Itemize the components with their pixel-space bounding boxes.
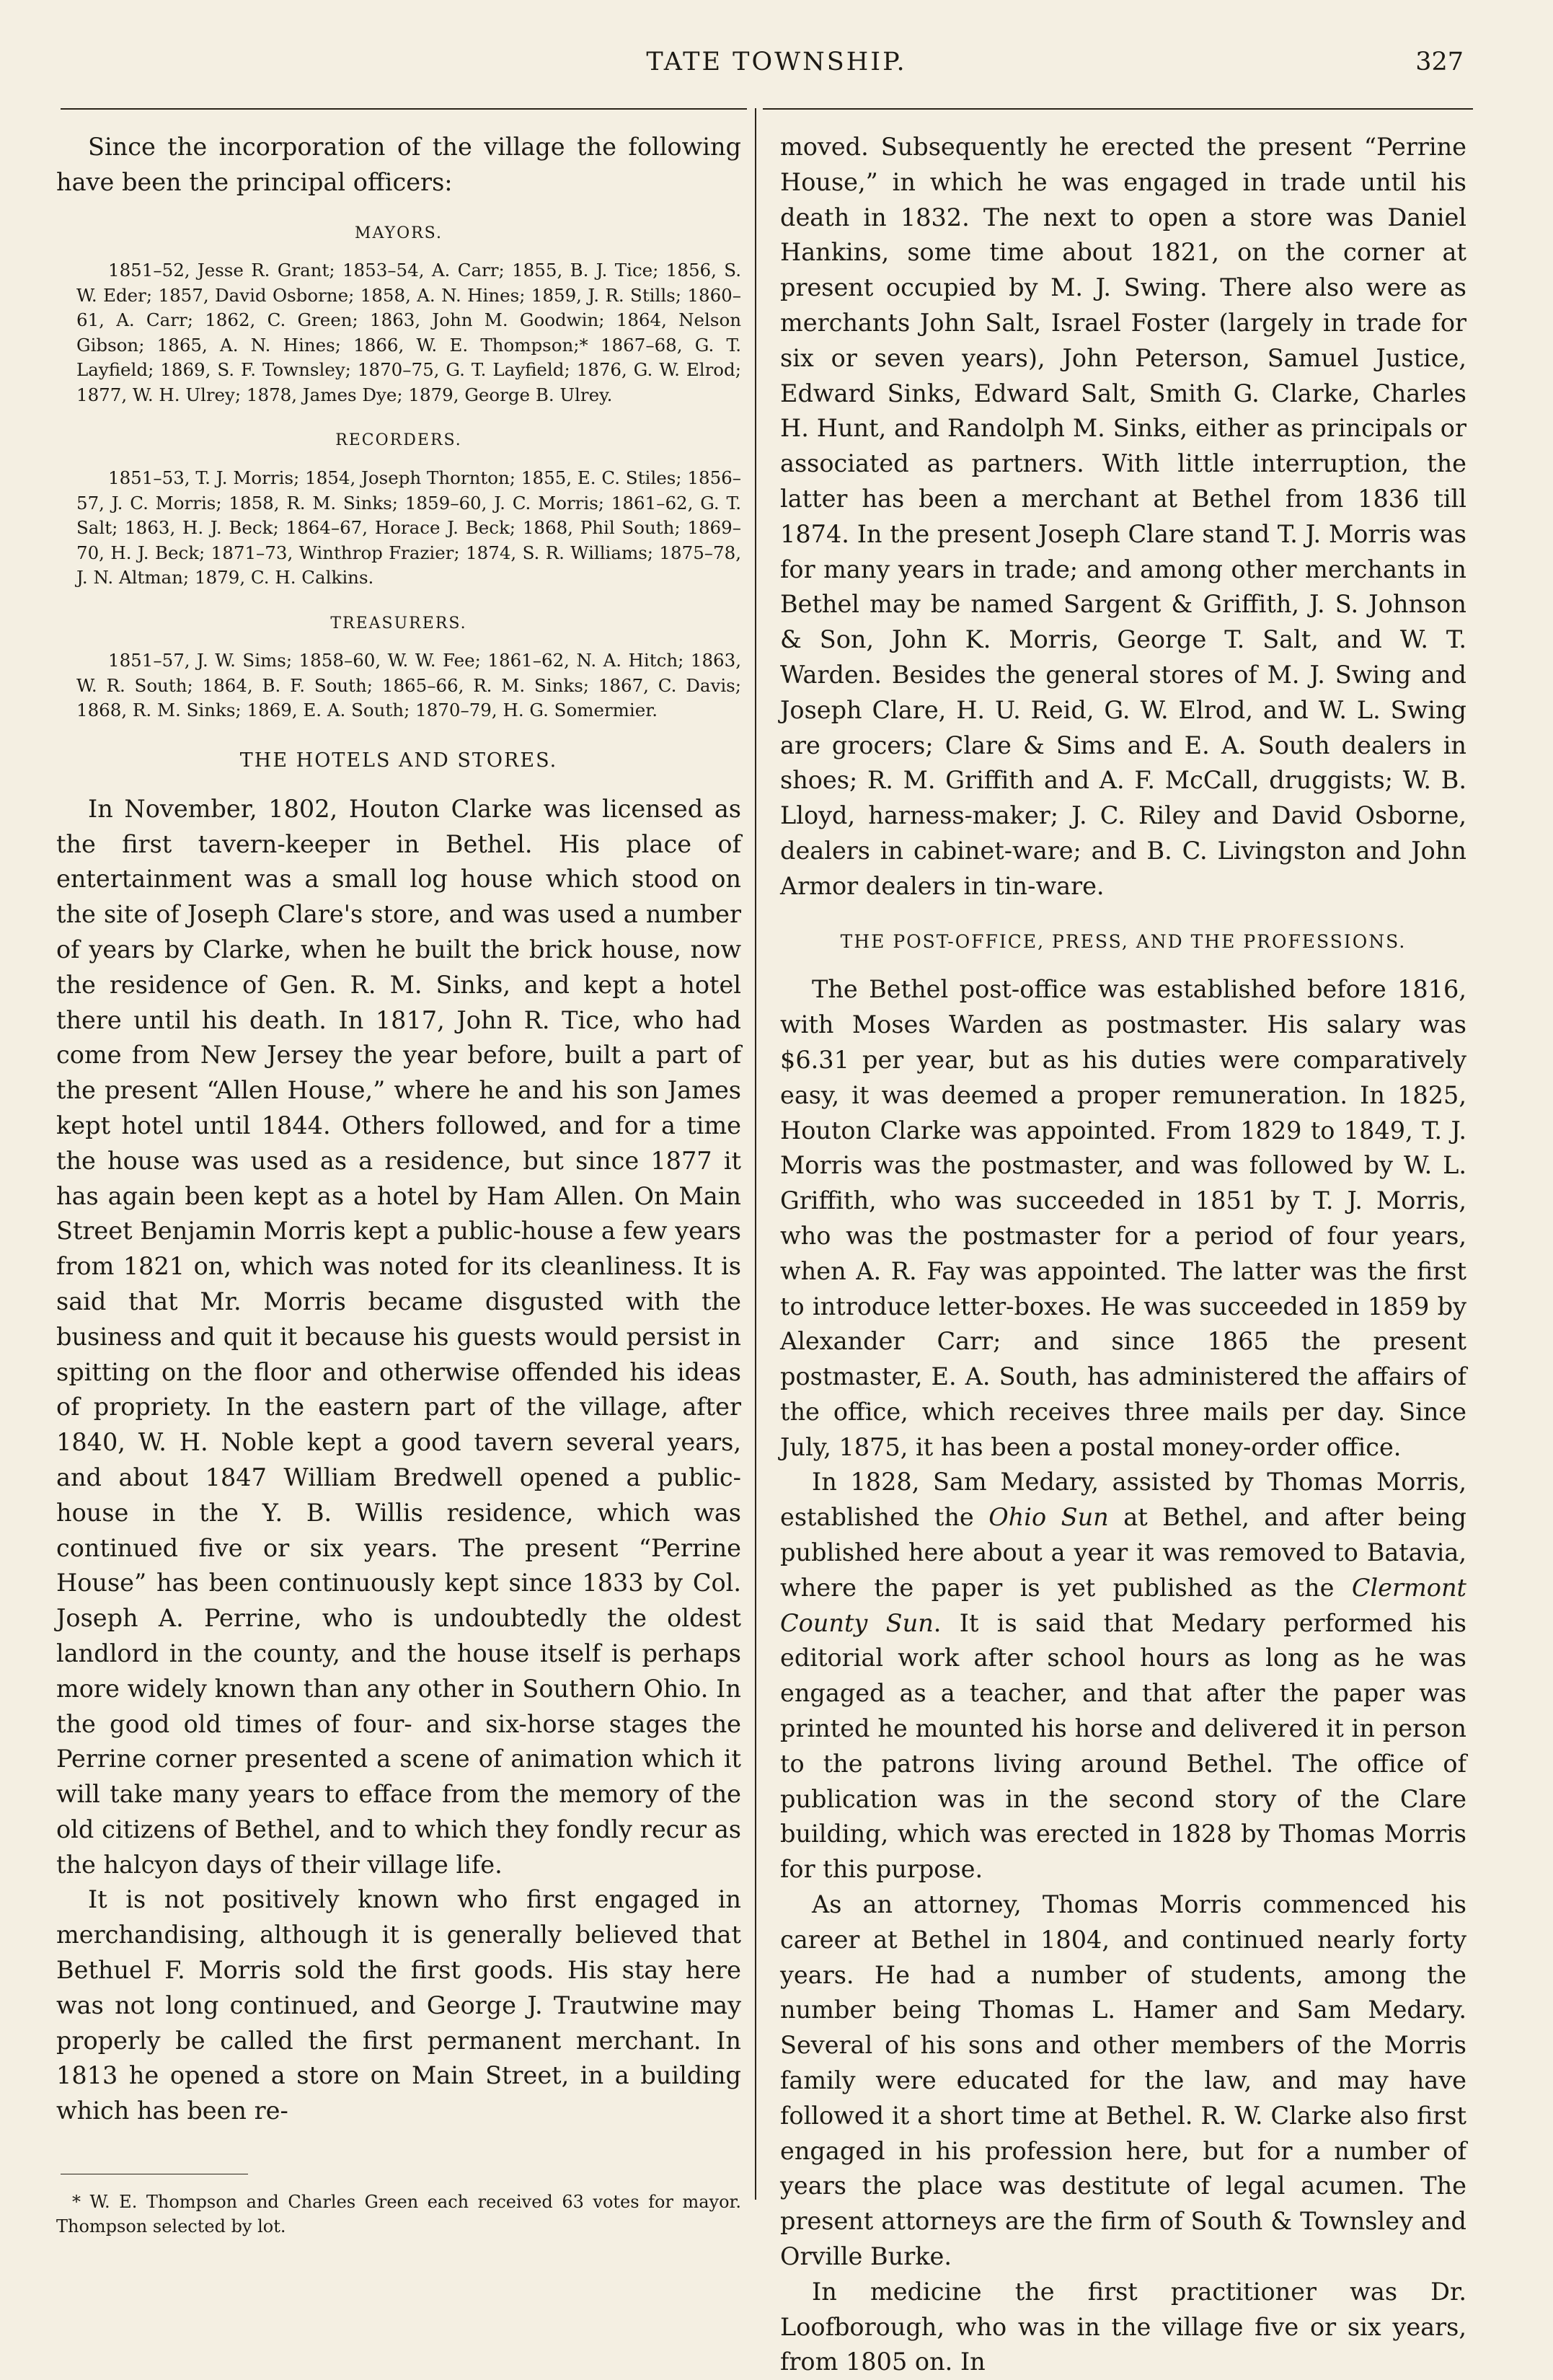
post-office-paragraph: The Bethel post-office was established before 1816, with Moses Warden as postmaster. His salary was $6.31 per year, but as his duties were comparatively easy, it was deemed a proper remuneration. In 1825, Houton Clarke was appointed. From 1829 to 1849, T. J. Morris was the postmaster, and was followed by W. L. Griffith, who was succeeded in 1851 by T. J. Morris, who was the postmaster for a period of four years, when A. R. Fay was appointed. The latter was the first to introduce letter-boxes. He was succeeded in 1859 by Alexander Carr; and since 1865 the present postmaster, E. A. South, has administered the affairs of the office, which receives three mails per day. Since July, 1875, it has been a postal money-order office.: [780, 975, 1466, 1461]
page-header: [0, 42, 1553, 92]
press-text-a: In 1828, Sam Medary, assisted by Thomas Morris, established the: [780, 1468, 1466, 1532]
left-column: [56, 130, 741, 2129]
ohio-sun-title: Ohio Sun: [988, 1503, 1109, 1532]
hotels-paragraph-2: It is not positively known who first engaged in merchandising, although it is generally believed that Bethuel F. Morris sold the first goods. His stay here was not long continued, and George J. Trautwine may properly be called the first permanent merchant. In 1813 he opened a store on Main Street, in a building which has been re-: [56, 1885, 741, 2125]
attorney-paragraph: As an attorney, Thomas Morris commenced his career at Bethel in 1804, and continued nearly forty years. He had a number of students, among the number being Thomas L. Hamer and Sam Medary. Several of his sons and other members of the Morris family were educated for the law, and may have followed it a short time at Bethel. R. W. Clarke also first engaged in his profession here, but for a number of years the place was destitute of legal acumen. The present attorneys are the firm of South & Townsley and Orville Burke.: [780, 1890, 1466, 2271]
recorders-list: 1851–53, T. J. Morris; 1854, Joseph Thornton; 1855, E. C. Stiles; 1856–57, J. C. Morris; 1858, R. M. Sinks; 1859–60, J. C. Morris; 1861–62, G. T. Salt; 1863, H. J. Beck; 1864–67, Horace J. Beck; 1868, Phil South; 1869–70, H. J. Beck; 1871–73, Winthrop Frazier; 1874, S. R. Williams; 1875–78, J. N. Altman; 1879, C. H. Calkins.: [76, 467, 741, 589]
treasurers-list: 1851–57, J. W. Sims; 1858–60, W. W. Fee; 1861–62, N. A. Hitch; 1863, W. R. South; 1864, B. F. South; 1865–66, R. M. Sinks; 1867, C. Davis; 1868, R. M. Sinks; 1869, E. A. South; 1870–79, H. G. Somermier.: [76, 650, 741, 721]
officers-intro: Since the incorporation of the village the following have been the principal officers:: [56, 133, 741, 196]
running-title: TATE TOWNSHIP.: [646, 48, 907, 76]
column-divider: [755, 108, 756, 2200]
stores-paragraph-continued: moved. Subsequently he erected the present “Perrine House,” in which he was engaged in trade until his death in 1832. The next to open a store was Daniel Hankins, some time about 1821, on the corner at present occupied by M. J. Swing. There also were as merchants John Salt, Israel Foster (largely in trade for six or seven years), John Peterson, Samuel Justice, Edward Sinks, Edward Salt, Smith G. Clarke, Charles H. Hunt, and Randolph M. Sinks, either as principals or associated as partners. With little interruption, the latter has been a merchant at Bethel from 1836 till 1874. In the present Joseph Clare stand T. J. Morris was for many years in trade; and among other merchants in Bethel may be named Sargent & Griffith, J. S. Johnson & Son, John K. Morris, George T. Salt, and W. T. Warden. Besides the general stores of M. J. Swing and Joseph Clare, H. U. Reid, G. W. Elrod, and W. L. Swing are grocers; Clare & Sims and E. A. South dealers in shoes; R. M. Griffith and A. F. McCall, druggists; W. B. Lloyd, harness-maker; J. C. Riley and David Osborne, dealers in cabinet-ware; and B. C. Livingston and John Armor dealers in tin-ware.: [780, 133, 1466, 900]
header-rule-left: [61, 108, 747, 110]
mayors-label: MAYORS.: [355, 224, 443, 242]
treasurers-label: TREASURERS.: [330, 614, 467, 633]
hotels-paragraph-1: In November, 1802, Houton Clarke was licensed as the first tavern-keeper in Bethel. His place of entertainment was a small log house which stood on the site of Joseph Clare's store, and was used a number of years by Clarke, when he built the brick house, now the residence of Gen. R. M. Sinks, and kept a hotel there until his death. In 1817, John R. Tice, who had come from New Jersey the year before, built a part of the present “Allen House,” where he and his son James kept hotel until 1844. Others followed, and for a time the house was used as a residence, but since 1877 it has again been kept as a hotel by Ham Allen. On Main Street Benjamin Morris kept a public-house a few years from 1821 on, which was noted for its cleanliness. It is said that Mr. Morris became disgusted with the business and quit it because his guests would persist in spitting on the floor and otherwise offended his ideas of propriety. In the eastern part of the village, after 1840, W. H. Noble kept a good tavern several years, and about 1847 William Bredwell opened a public-house in the Y. B. Willis residence, which was continued five or six years. The present “Perrine House” has been continuously kept since 1833 by Col. Joseph A. Perrine, who is undoubtedly the oldest landlord in the county, and the house itself is perhaps more widely known than any other in Southern Ohio. In the good old times of four- and six-horse stages the Perrine corner presented a scene of animation which it will take many years to efface from the memory of the old citizens of Bethel, and to which they fondly recur as the halcyon days of their village life.: [56, 794, 741, 1879]
post-office-heading: THE POST-OFFICE, PRESS, AND THE PROFESSIONS.: [840, 930, 1407, 952]
page-number: 327: [1415, 48, 1464, 76]
recorders-label: RECORDERS.: [335, 431, 462, 450]
hotels-heading: THE HOTELS AND STORES.: [239, 749, 558, 772]
medicine-paragraph: In medicine the first practitioner was Dr. Loofborough, who was in the village five or six years, from 1805 on. In: [780, 2277, 1466, 2376]
press-text-c: . It is said that Medary performed his editorial work after school hours as long as he was engaged as a teacher, and that after the paper was printed he mounted his horse and delivered it in person to the patrons living around Bethel. The office of publication was in the second story of the Clare building, which was erected in 1828 by Thomas Morris for this purpose.: [780, 1608, 1467, 1884]
press-paragraph: [780, 1465, 1466, 1887]
footnote: * W. E. Thompson and Charles Green each received 63 votes for mayor. Thompson selected by lot.: [56, 2192, 741, 2236]
header-rule-right: [763, 108, 1473, 110]
press-text-b: at Bethel, and after being published here about a year it was removed to Batavia, where the paper is yet published as the: [780, 1503, 1467, 1602]
clermont-county-sun-title: Clermont County Sun: [780, 1573, 1466, 1637]
right-column: [780, 130, 1466, 2380]
mayors-list: 1851–52, Jesse R. Grant; 1853–54, A. Carr; 1855, B. J. Tice; 1856, S. W. Eder; 1857, David Osborne; 1858, A. N. Hines; 1859, J. R. Stills; 1860–61, A. Carr; 1862, C. Green; 1863, John M. Goodwin; 1864, Nelson Gibson; 1865, A. N. Hines; 1866, W. E. Thompson;* 1867–68, G. T. Layfield; 1869, S. F. Townsley; 1870–75, G. T. Layfield; 1876, G. W. Elrod; 1877, W. H. Ulrey; 1878, James Dye; 1879, George B. Ulrey.: [76, 260, 741, 405]
